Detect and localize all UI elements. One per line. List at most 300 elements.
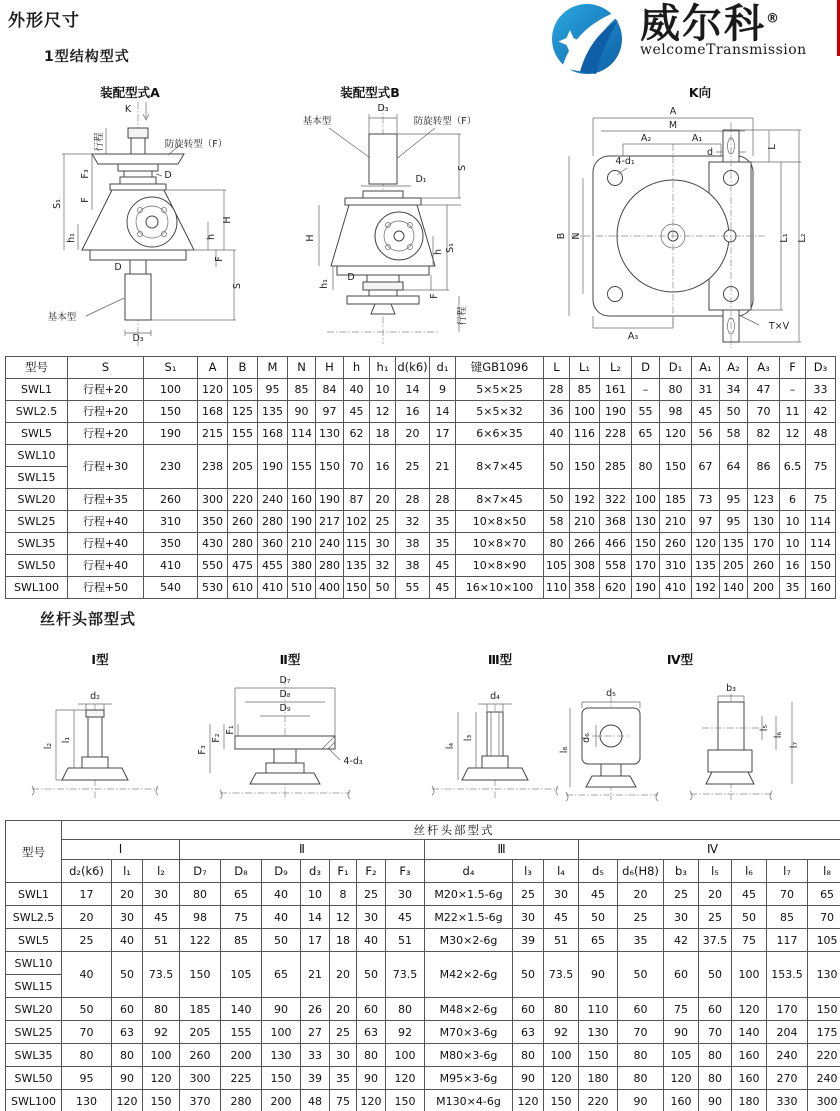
value-cell: 266 <box>570 533 600 555</box>
table-row <box>6 929 840 952</box>
value-cell: 215 <box>198 423 228 445</box>
value-cell: 55 <box>632 401 660 423</box>
value-cell: 80 <box>357 1044 386 1067</box>
value-cell: 50 <box>579 906 618 929</box>
value-cell: 125 <box>228 401 258 423</box>
model-cell: SWL25 <box>6 1021 62 1044</box>
dimension-label: l₈ <box>559 746 570 754</box>
column-header: l₅ <box>699 860 732 883</box>
value-cell: 75 <box>806 489 836 511</box>
table-row <box>6 952 840 975</box>
value-cell: 67 <box>692 445 720 489</box>
column-header: A₁ <box>692 357 720 379</box>
value-cell: 33 <box>301 1044 330 1067</box>
value-cell: 280 <box>221 1090 262 1111</box>
value-cell: 9 <box>430 379 456 401</box>
value-cell: 50 <box>112 952 143 998</box>
value-cell: 63 <box>357 1021 386 1044</box>
dimension-label: l₂ <box>43 742 54 750</box>
value-cell: 370 <box>180 1090 221 1111</box>
value-cell: 50 <box>544 489 570 511</box>
value-cell: 160 <box>806 577 836 599</box>
value-cell: 168 <box>198 401 228 423</box>
dimension-label: S <box>457 164 468 172</box>
value-cell: 8×7×45 <box>456 489 544 511</box>
dimension-label: h <box>433 248 444 256</box>
value-cell: 16 <box>370 445 396 489</box>
table-row <box>6 511 836 533</box>
value-cell: M70×3-6g <box>425 1021 513 1044</box>
value-cell: 260 <box>180 1044 221 1067</box>
value-cell: 120 <box>357 1090 386 1111</box>
value-cell: 30 <box>143 883 180 906</box>
value-cell: 160 <box>288 489 316 511</box>
value-cell: 228 <box>600 423 632 445</box>
table-row <box>6 1021 840 1044</box>
model-cell: SWL35 <box>6 533 68 555</box>
value-cell: 98 <box>180 906 221 929</box>
value-cell: 150 <box>262 1067 301 1090</box>
column-header: 型号 <box>6 357 68 379</box>
value-cell: 50 <box>370 577 396 599</box>
value-cell: 350 <box>144 533 198 555</box>
value-cell: 185 <box>660 489 692 511</box>
value-cell: 10 <box>301 883 330 906</box>
value-cell: 65 <box>221 883 262 906</box>
value-cell: 150 <box>544 1090 579 1111</box>
table-row <box>6 1090 840 1111</box>
value-cell: 100 <box>386 1044 425 1067</box>
model-cell: SWL20 <box>6 489 68 511</box>
value-cell: 30 <box>370 533 396 555</box>
value-cell: 270 <box>767 1067 808 1090</box>
value-cell: 205 <box>228 445 258 489</box>
column-header: H <box>316 357 344 379</box>
table-row <box>6 883 840 906</box>
value-cell: M30×2-6g <box>425 929 513 952</box>
value-cell: 150 <box>570 445 600 489</box>
value-cell: 135 <box>344 555 370 577</box>
value-cell: 70 <box>767 883 808 906</box>
dimension-label: l₇ <box>789 741 800 749</box>
value-cell: 70 <box>344 445 370 489</box>
value-cell: 45 <box>143 906 180 929</box>
value-cell: 260 <box>660 533 692 555</box>
value-cell: 40 <box>357 929 386 952</box>
value-cell: 60 <box>664 952 699 998</box>
value-cell: 114 <box>288 423 316 445</box>
value-cell: 120 <box>664 1067 699 1090</box>
value-cell: 34 <box>720 379 748 401</box>
dimension-label: d₆ <box>581 733 592 743</box>
dimension-label: F₁ <box>225 725 236 735</box>
value-cell: 80 <box>618 1044 664 1067</box>
caption-k-view: K向 <box>688 85 712 100</box>
value-cell: 40 <box>112 929 143 952</box>
value-cell: 110 <box>579 998 618 1021</box>
value-cell: 123 <box>748 489 780 511</box>
value-cell: 行程+20 <box>68 401 144 423</box>
dimension-label: D₃ <box>132 333 144 344</box>
value-cell: 90 <box>513 1067 544 1090</box>
value-cell: 130 <box>579 1021 618 1044</box>
value-cell: 73 <box>692 489 720 511</box>
column-header: d₃ <box>301 860 330 883</box>
dimension-label: d₅ <box>606 688 616 699</box>
column-header: d₂(k6) <box>62 860 112 883</box>
value-cell: 190 <box>316 489 344 511</box>
value-cell: 48 <box>806 423 836 445</box>
value-cell: 18 <box>330 929 357 952</box>
value-cell: M42×2-6g <box>425 952 513 998</box>
value-cell: 368 <box>600 511 632 533</box>
value-cell: 322 <box>600 489 632 511</box>
value-cell: 130 <box>808 952 840 998</box>
value-cell: 75 <box>806 445 836 489</box>
value-cell: 155 <box>228 423 258 445</box>
value-cell: 行程+30 <box>68 445 144 489</box>
value-cell: 20 <box>699 883 732 906</box>
value-cell: 410 <box>258 577 288 599</box>
column-header: A₂ <box>720 357 748 379</box>
value-cell: 85 <box>221 929 262 952</box>
value-cell: 160 <box>732 1067 767 1090</box>
value-cell: 10 <box>780 511 806 533</box>
dimension-label: d₄ <box>490 691 500 702</box>
value-cell: 153.5 <box>767 952 808 998</box>
value-cell: 30 <box>664 906 699 929</box>
dimension-table-screw-head <box>5 820 840 1111</box>
value-cell: 120 <box>198 379 228 401</box>
value-cell: 45 <box>344 401 370 423</box>
value-cell: 175 <box>808 1021 840 1044</box>
value-cell: 17 <box>62 883 112 906</box>
value-cell: 75 <box>330 1090 357 1111</box>
value-cell: 80 <box>112 1044 143 1067</box>
value-cell: 90 <box>357 1067 386 1090</box>
column-header: D₁ <box>660 357 692 379</box>
assembly-b-drawing <box>283 98 523 350</box>
value-cell: 60 <box>112 998 143 1021</box>
column-header: d₄ <box>425 860 513 883</box>
value-cell: – <box>780 379 806 401</box>
table-row <box>6 555 836 577</box>
value-cell: 350 <box>198 511 228 533</box>
dimension-label: D <box>114 262 122 273</box>
value-cell: 86 <box>748 445 780 489</box>
value-cell: 114 <box>806 511 836 533</box>
value-cell: 105 <box>544 555 570 577</box>
value-cell: 50 <box>720 401 748 423</box>
value-cell: 60 <box>513 998 544 1021</box>
model-cell: SWL10 <box>6 952 62 975</box>
value-cell: 20 <box>112 883 143 906</box>
value-cell: 80 <box>618 1067 664 1090</box>
dimension-label: L <box>767 144 778 150</box>
value-cell: 80 <box>513 1044 544 1067</box>
model-cell: SWL5 <box>6 423 68 445</box>
column-header: D <box>632 357 660 379</box>
value-cell: 40 <box>262 883 301 906</box>
value-cell: 58 <box>544 511 570 533</box>
value-cell: 210 <box>288 533 316 555</box>
value-cell: 120 <box>112 1090 143 1111</box>
value-cell: 62 <box>344 423 370 445</box>
column-header: h₁ <box>370 357 396 379</box>
dimension-label: D₉ <box>279 703 291 714</box>
column-header: L <box>544 357 570 379</box>
model-cell: SWL5 <box>6 929 62 952</box>
table-row <box>6 1067 840 1090</box>
value-cell: 100 <box>732 952 767 998</box>
table-row <box>6 379 836 401</box>
dimension-label: d₂ <box>90 691 100 702</box>
model-cell: SWL35 <box>6 1044 62 1067</box>
value-cell: 150 <box>143 1090 180 1111</box>
value-cell: 210 <box>660 511 692 533</box>
model-cell: SWL2.5 <box>6 906 62 929</box>
value-cell: 35 <box>618 929 664 952</box>
value-cell: 37.5 <box>699 929 732 952</box>
value-cell: 行程+35 <box>68 489 144 511</box>
value-cell: 140 <box>732 1021 767 1044</box>
value-cell: 530 <box>198 577 228 599</box>
value-cell: 28 <box>544 379 570 401</box>
value-cell: 20 <box>330 998 357 1021</box>
column-header: d₆(H8) <box>618 860 664 883</box>
column-header: l₃ <box>513 860 544 883</box>
value-cell: 92 <box>386 1021 425 1044</box>
model-cell: SWL2.5 <box>6 401 68 423</box>
value-cell: 80 <box>143 998 180 1021</box>
value-cell: 620 <box>600 577 632 599</box>
value-cell: – <box>632 379 660 401</box>
value-cell: 45 <box>386 906 425 929</box>
value-cell: 14 <box>430 401 456 423</box>
value-cell: 190 <box>600 401 632 423</box>
brand-logo <box>540 0 840 80</box>
column-header: A <box>198 357 228 379</box>
value-cell: 120 <box>544 1067 579 1090</box>
dimension-label: F₂ <box>211 733 222 743</box>
caption-type-4: Ⅳ型 <box>666 652 694 667</box>
value-cell: 16 <box>780 555 806 577</box>
value-cell: 39 <box>513 929 544 952</box>
value-cell: M130×4-6g <box>425 1090 513 1111</box>
value-cell: 300 <box>198 489 228 511</box>
value-cell: 25 <box>618 906 664 929</box>
value-cell: 80 <box>699 1067 732 1090</box>
value-cell: 150 <box>180 952 221 998</box>
value-cell: 225 <box>221 1067 262 1090</box>
head-type-2-drawing <box>190 668 380 810</box>
value-cell: 70 <box>748 401 780 423</box>
value-cell: 65 <box>579 929 618 952</box>
value-cell: 40 <box>62 952 112 998</box>
dimension-label: 防旋转型（F） <box>164 139 228 150</box>
value-cell: 38 <box>396 555 430 577</box>
value-cell: 73.5 <box>544 952 579 998</box>
value-cell: 18 <box>370 423 396 445</box>
value-cell: 240 <box>258 489 288 511</box>
column-header: l₇ <box>767 860 808 883</box>
dimension-label: A₂ <box>640 133 652 144</box>
value-cell: 360 <box>258 533 288 555</box>
dimension-label: l₃ <box>463 734 474 742</box>
value-cell: 97 <box>316 401 344 423</box>
dimension-label: l₁ <box>61 736 72 744</box>
value-cell: 95 <box>258 379 288 401</box>
value-cell: 95 <box>720 489 748 511</box>
value-cell: 73.5 <box>143 952 180 998</box>
column-header: l₈ <box>808 860 840 883</box>
value-cell: 95 <box>62 1067 112 1090</box>
value-cell: 50 <box>357 952 386 998</box>
value-cell: 160 <box>732 1044 767 1067</box>
value-cell: 27 <box>301 1021 330 1044</box>
value-cell: 行程+40 <box>68 511 144 533</box>
value-cell: 40 <box>544 423 570 445</box>
value-cell: 10×8×50 <box>456 511 544 533</box>
table-row <box>6 423 836 445</box>
value-cell: 200 <box>748 577 780 599</box>
value-cell: 25 <box>357 883 386 906</box>
value-cell: 238 <box>198 445 228 489</box>
value-cell: 105 <box>808 929 840 952</box>
value-cell: 10×8×90 <box>456 555 544 577</box>
value-cell: 行程+40 <box>68 533 144 555</box>
column-header: A₃ <box>748 357 780 379</box>
column-header: B <box>228 357 258 379</box>
value-cell: 410 <box>660 577 692 599</box>
value-cell: 217 <box>316 511 344 533</box>
value-cell: 155 <box>288 445 316 489</box>
value-cell: 85 <box>570 379 600 401</box>
value-cell: 50 <box>732 906 767 929</box>
value-cell: 122 <box>180 929 221 952</box>
value-cell: 8×7×45 <box>456 445 544 489</box>
dimension-label: F₃ <box>80 169 91 179</box>
caption-assembly-b: 装配型式B <box>340 85 400 100</box>
value-cell: 90 <box>112 1067 143 1090</box>
value-cell: 220 <box>808 1044 840 1067</box>
dimension-label: A₃ <box>627 331 639 342</box>
value-cell: 30 <box>357 906 386 929</box>
value-cell: 140 <box>221 998 262 1021</box>
value-cell: 35 <box>330 1067 357 1090</box>
dimension-label: A₁ <box>691 133 703 144</box>
group-header: Ⅱ <box>180 840 425 860</box>
value-cell: 75 <box>664 998 699 1021</box>
value-cell: 92 <box>143 1021 180 1044</box>
value-cell: 120 <box>386 1067 425 1090</box>
value-cell: 180 <box>732 1090 767 1111</box>
model-cell: SWL100 <box>6 1090 62 1111</box>
value-cell: M80×3-6g <box>425 1044 513 1067</box>
value-cell: 150 <box>660 445 692 489</box>
value-cell: 105 <box>228 379 258 401</box>
value-cell: 150 <box>808 998 840 1021</box>
value-cell: 25 <box>62 929 112 952</box>
group-header: Ⅲ <box>425 840 579 860</box>
value-cell: 25 <box>699 906 732 929</box>
value-cell: 16×10×100 <box>456 577 544 599</box>
head-type-1-drawing <box>20 668 170 810</box>
value-cell: 90 <box>699 1090 732 1111</box>
value-cell: 60 <box>357 998 386 1021</box>
value-cell: 10 <box>780 533 806 555</box>
value-cell: 97 <box>692 511 720 533</box>
value-cell: 455 <box>258 555 288 577</box>
column-header: l₂ <box>143 860 180 883</box>
value-cell: 90 <box>664 1021 699 1044</box>
value-cell: 87 <box>344 489 370 511</box>
column-header: d₁ <box>430 357 456 379</box>
value-cell: 63 <box>513 1021 544 1044</box>
value-cell: 45 <box>692 401 720 423</box>
column-header: D₃ <box>806 357 836 379</box>
value-cell: 12 <box>370 401 396 423</box>
dimension-label: 4-d₃ <box>343 756 363 767</box>
value-cell: 31 <box>692 379 720 401</box>
value-cell: 33 <box>806 379 836 401</box>
value-cell: 150 <box>316 445 344 489</box>
column-header: L₁ <box>570 357 600 379</box>
value-cell: 17 <box>430 423 456 445</box>
dimension-label: F₃ <box>197 745 208 755</box>
dimension-label: h₁ <box>319 279 330 289</box>
value-cell: 475 <box>228 555 258 577</box>
value-cell: 220 <box>228 489 258 511</box>
value-cell: 100 <box>632 489 660 511</box>
value-cell: 75 <box>732 929 767 952</box>
value-cell: 20 <box>618 883 664 906</box>
value-cell: 80 <box>632 445 660 489</box>
value-cell: 17 <box>301 929 330 952</box>
dimension-label: H <box>305 234 316 242</box>
model-cell: SWL15 <box>6 467 68 489</box>
dimension-label: 防旋转型（F） <box>413 116 477 127</box>
value-cell: M95×3-6g <box>425 1067 513 1090</box>
dimension-label: D₈ <box>279 689 291 700</box>
value-cell: 30 <box>112 906 143 929</box>
dimension-label: h <box>206 233 217 241</box>
value-cell: 100 <box>144 379 198 401</box>
value-cell: 28 <box>396 489 430 511</box>
value-cell: 85 <box>288 379 316 401</box>
value-cell: 192 <box>570 489 600 511</box>
model-cell: SWL50 <box>6 555 68 577</box>
value-cell: 130 <box>632 511 660 533</box>
group-header: Ⅳ <box>579 840 840 860</box>
value-cell: 60 <box>699 998 732 1021</box>
value-cell: 150 <box>579 1044 618 1067</box>
caption-type-1: Ⅰ型 <box>91 652 109 667</box>
value-cell: M20×1.5-6g <box>425 883 513 906</box>
logo-mark-icon <box>540 2 640 76</box>
value-cell: 330 <box>767 1090 808 1111</box>
motor-face <box>375 212 423 260</box>
value-cell: 150 <box>632 533 660 555</box>
model-cell: SWL15 <box>6 975 62 998</box>
column-header: D₈ <box>221 860 262 883</box>
value-cell: 190 <box>632 577 660 599</box>
value-cell: 51 <box>386 929 425 952</box>
column-header: l₆ <box>732 860 767 883</box>
value-cell: 240 <box>767 1044 808 1067</box>
value-cell: 63 <box>112 1021 143 1044</box>
column-header: d(k6) <box>396 357 430 379</box>
